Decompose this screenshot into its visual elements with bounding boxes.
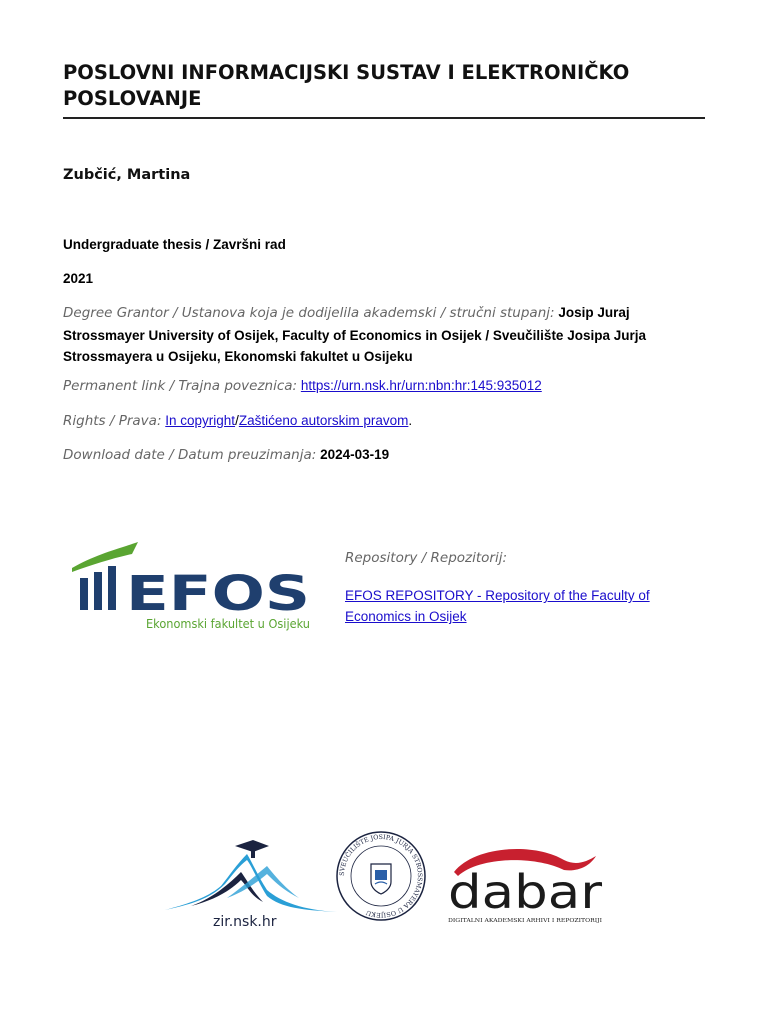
repository-link[interactable]: EFOS REPOSITORY - Repository of the Faculty of Economics in Osijek [345,588,650,624]
thesis-type-value: Undergraduate thesis / Završni rad [63,237,286,252]
year [63,268,703,290]
efos-bar-3 [108,566,116,610]
rights-end: . [408,413,413,428]
mountain-shadow [191,872,263,906]
zir-logo[interactable] [163,838,339,930]
efos-bar-1 [80,578,88,610]
rights-separator: / [235,413,239,428]
download-date-label: Download date / Datum preuzimanja: [63,447,317,463]
title-divider [63,117,705,119]
efos-bar-2 [94,572,102,610]
dabar-logo[interactable] [444,842,606,928]
permanent-link [63,375,703,398]
efos-subtitle: Ekonomski fakultet u Osijeku [146,617,310,631]
thesis-type [63,234,703,256]
degree-grantor [63,302,703,368]
degree-grantor-label: Degree Grantor / Ustanova koja je dodijelila akademski / stručni stupanj: [63,305,555,321]
efos-logo[interactable] [66,540,316,635]
download-date-value: 2024-03-19 [320,447,390,462]
degree-grantor-value: Josip Juraj Strossmayer University of Osijek, Faculty of Economics in Osijek / Sveučilište Josipa Jurja Strossmayera u Osijeku, Ekonomski fakultet u Osijeku [63,305,646,364]
permanent-link-url[interactable]: https://urn.nsk.hr/urn:nbn:hr:145:935012 [300,378,542,393]
author-name: Zubčić, Martina [63,167,191,183]
rights-link-in-copyright[interactable]: In copyright [165,413,236,428]
rights [63,410,703,433]
zir-label: zir.nsk.hr [213,914,277,930]
efos-wordmark: EFOS [126,566,310,622]
document-title: POSLOVNI INFORMACIJSKI SUSTAV I ELEKTRONIČKO POSLOVANJE [63,61,630,110]
rights-label: Rights / Prava: [63,413,162,429]
dabar-subtitle: DIGITALNI AKADEMSKI ARHIVI I REPOZITORIJI [448,918,602,924]
year-value: 2021 [63,271,94,286]
seal-text: SVEUČILIŠTE JOSIPA JURJA STROSSMAYERA U OSIJEKU [338,833,424,919]
repository [345,585,675,627]
university-seal-logo[interactable] [335,826,427,926]
rights-link-zasticeno[interactable]: Zaštićeno autorskim pravom [238,413,409,428]
permanent-link-label: Permanent link / Trajna poveznica: [63,378,298,394]
repository-label: Repository / Repozitorij: [345,550,508,566]
download-date [63,444,703,467]
dabar-wordmark: dabar [448,865,603,919]
